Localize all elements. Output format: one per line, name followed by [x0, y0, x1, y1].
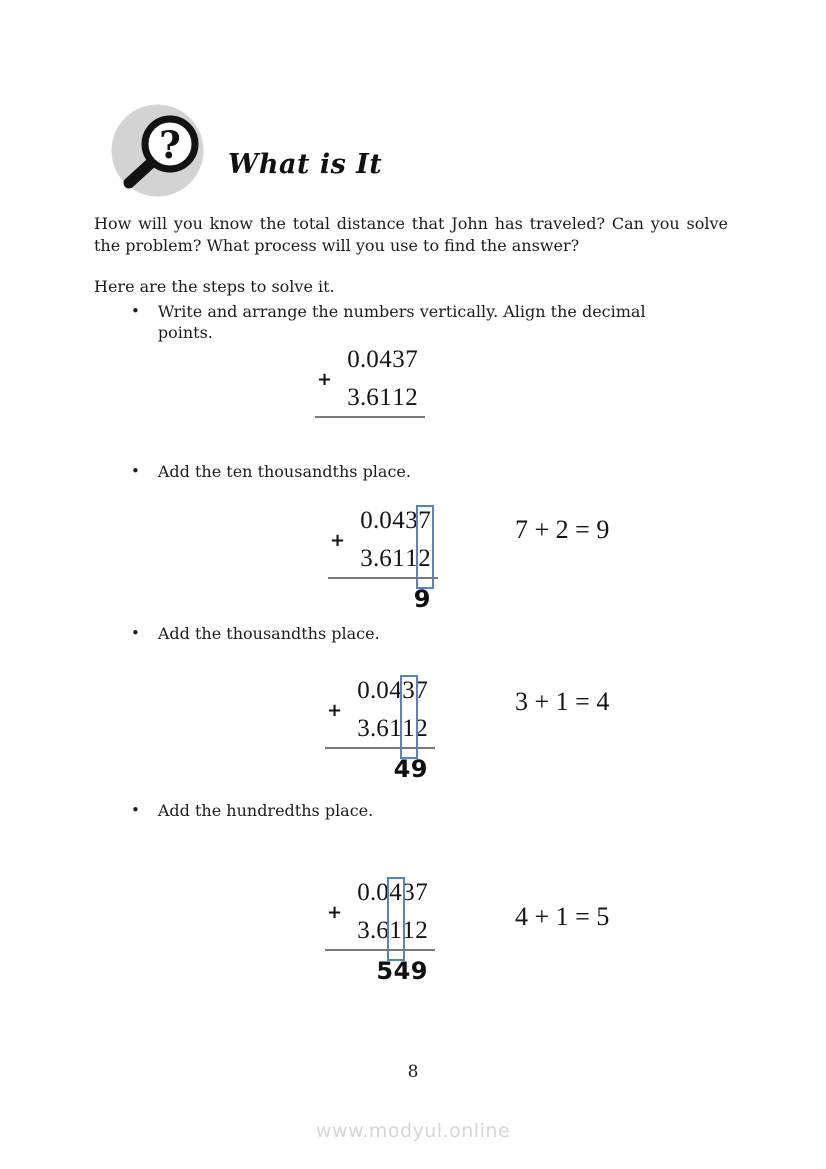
page-number: 8: [407, 1062, 419, 1082]
sum-line: [315, 416, 425, 418]
steps-intro: Here are the steps to solve it.: [94, 277, 335, 296]
addition-hundredths-step: [0, 879, 826, 1005]
watermark-text: www.modyul.online: [315, 1120, 511, 1142]
magnifier-question-icon: [110, 103, 205, 198]
partial-sum: 549: [376, 957, 428, 985]
addend-bottom-row: 3 . 6 1 1 2: [357, 917, 428, 944]
place-value-highlight-box: [400, 675, 418, 759]
partial-sum: 49: [393, 755, 428, 783]
side-equation: 7 + 2 = 9: [515, 515, 610, 544]
addend-top-row: 0 . 0 4 3 7: [357, 879, 428, 906]
addition-setup-example: [0, 346, 826, 472]
bullet-marker-icon: •: [131, 801, 140, 819]
partial-sum: 9: [413, 585, 431, 613]
addition-ten-thousandths-step: [0, 507, 826, 633]
addend-top-row: 0 . 0 4 3 7: [357, 677, 428, 704]
bullet-marker-icon: •: [131, 462, 140, 480]
plus-sign: +: [327, 902, 343, 923]
side-equation: 3 + 1 = 4: [515, 687, 610, 716]
plus-sign: +: [330, 530, 346, 551]
svg-text:?: ?: [159, 123, 181, 167]
bullet-item-arrange-numbers: [131, 301, 691, 343]
addend-bottom-row: 3 . 6 1 1 2: [357, 715, 428, 742]
place-value-highlight-box: [387, 877, 405, 961]
bullet-label: Add the ten thousandths place.: [157, 462, 411, 481]
bullet-marker-icon: •: [131, 302, 140, 320]
bullet-marker-icon: •: [131, 624, 140, 642]
intro-paragraph: How will you know the total distance that John has traveled? Can you solve the problem? What process will you use to find the answer?: [94, 214, 728, 255]
bullet-label: Add the hundredths place.: [157, 801, 374, 820]
place-value-highlight-box: [416, 505, 434, 589]
plus-sign: +: [327, 700, 343, 721]
bullet-label: Add the thousandths place.: [157, 624, 380, 643]
side-equation: 4 + 1 = 5: [515, 902, 610, 931]
bullet-item-ten-thousandths: [131, 461, 691, 482]
bullet-item-thousandths: [131, 623, 691, 644]
addend-top-row: 0 . 0 4 3 7: [360, 507, 431, 534]
sum-line: [325, 949, 435, 951]
addend-bottom-row: 3 . 6 1 1 2: [360, 545, 431, 572]
addition-thousandths-step: [0, 677, 826, 803]
addend-top-row: 0 . 0 4 3 7: [347, 346, 418, 373]
bullet-item-hundredths: [131, 800, 691, 821]
sum-line: [325, 747, 435, 749]
addend-bottom-row: 3 . 6 1 1 2: [347, 384, 418, 411]
page-title: What is It: [228, 149, 383, 181]
bullet-label: Write and arrange the numbers vertically. Align the decimal points.: [157, 302, 646, 342]
plus-sign: +: [317, 369, 333, 390]
